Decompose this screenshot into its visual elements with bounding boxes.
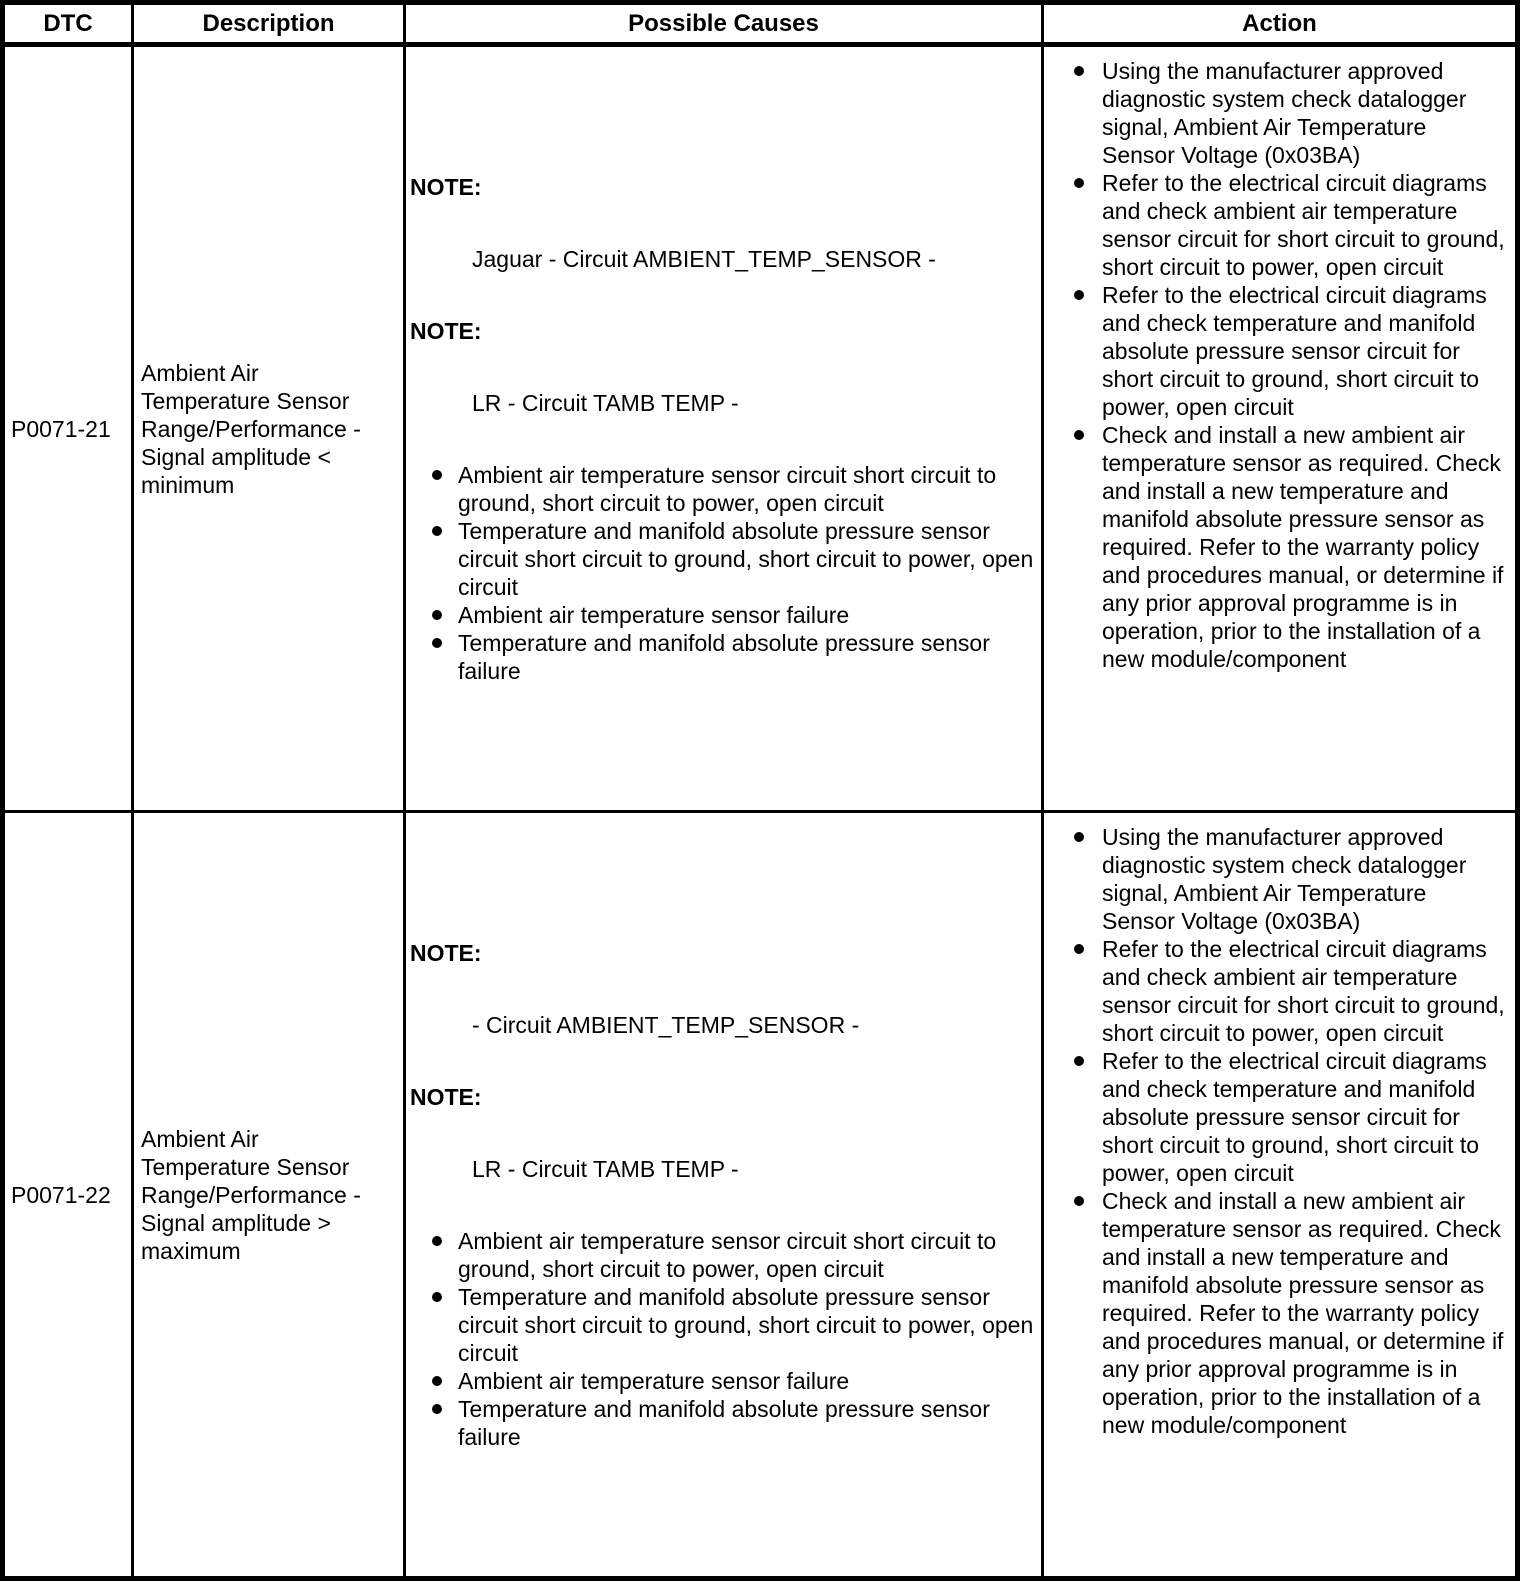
dtc-description: Ambient Air Temperature Sensor Range/Performance - Signal amplitude < minimum — [133, 45, 405, 812]
action-list — [1048, 823, 1505, 1439]
note-label: NOTE: — [410, 939, 482, 966]
action-cell — [1043, 812, 1518, 1579]
dtc-code: P0071-21 — [3, 45, 133, 812]
list-item: Ambient air temperature sensor failure — [410, 601, 1035, 629]
list-item: Using the manufacturer approved diagnostic system check datalogger signal, Ambient Air Temperature Sensor Voltage (0x03BA) — [1048, 57, 1505, 169]
header-action: Action — [1043, 3, 1518, 45]
dtc-description: Ambient Air Temperature Sensor Range/Performance - Signal amplitude > maximum — [133, 812, 405, 1579]
note-text: - Circuit AMBIENT_TEMP_SENSOR - — [472, 1011, 860, 1038]
note-text: Jaguar - Circuit AMBIENT_TEMP_SENSOR - — [472, 245, 936, 272]
note-text: LR - Circuit TAMB TEMP - — [472, 389, 739, 416]
list-item: Check and install a new ambient air temperature sensor as required. Check and install a new temperature and manifold absolute pressure sensor as required. Refer to the warranty policy and procedures manual, or determine if any prior approval programme is in operation, prior to the installation of a new module/component — [1048, 421, 1505, 673]
list-item: Using the manufacturer approved diagnostic system check datalogger signal, Ambient Air Temperature Sensor Voltage (0x03BA) — [1048, 823, 1505, 935]
note-label: NOTE: — [410, 317, 482, 344]
list-item: Refer to the electrical circuit diagrams and check ambient air temperature sensor circuit for short circuit to ground, short circuit to power, open circuit — [1048, 169, 1505, 281]
header-dtc: DTC — [3, 3, 133, 45]
header-row — [3, 3, 1518, 45]
possible-causes-cell — [405, 812, 1043, 1579]
list-item: Check and install a new ambient air temperature sensor as required. Check and install a new temperature and manifold absolute pressure sensor as required. Refer to the warranty policy and procedures manual, or determine if any prior approval programme is in operation, prior to the installation of a new module/component — [1048, 1187, 1505, 1439]
list-item: Ambient air temperature sensor circuit short circuit to ground, short circuit to power, open circuit — [410, 461, 1035, 517]
action-cell — [1043, 45, 1518, 812]
dtc-code: P0071-22 — [3, 812, 133, 1579]
table-header — [3, 3, 1518, 45]
possible-causes-cell — [405, 45, 1043, 812]
list-item: Refer to the electrical circuit diagrams and check temperature and manifold absolute pressure sensor circuit for short circuit to ground, short circuit to power, open circuit — [1048, 281, 1505, 421]
list-item: Refer to the electrical circuit diagrams and check temperature and manifold absolute pressure sensor circuit for short circuit to ground, short circuit to power, open circuit — [1048, 1047, 1505, 1187]
possible-causes-list — [410, 461, 1035, 685]
action-list — [1048, 57, 1505, 673]
list-item: Temperature and manifold absolute pressure sensor circuit short circuit to ground, short circuit to power, open circuit — [410, 1283, 1035, 1367]
list-item: Temperature and manifold absolute pressure sensor circuit short circuit to ground, short circuit to power, open circuit — [410, 517, 1035, 601]
note-label: NOTE: — [410, 1083, 482, 1110]
header-description: Description — [133, 3, 405, 45]
list-item: Temperature and manifold absolute pressure sensor failure — [410, 1395, 1035, 1451]
list-item: Ambient air temperature sensor circuit short circuit to ground, short circuit to power, open circuit — [410, 1227, 1035, 1283]
header-possible-causes: Possible Causes — [405, 3, 1043, 45]
table-row — [3, 45, 1518, 812]
list-item: Refer to the electrical circuit diagrams and check ambient air temperature sensor circuit for short circuit to ground, short circuit to power, open circuit — [1048, 935, 1505, 1047]
table-row — [3, 812, 1518, 1579]
list-item: Temperature and manifold absolute pressure sensor failure — [410, 629, 1035, 685]
possible-causes-list — [410, 1227, 1035, 1451]
note-text: LR - Circuit TAMB TEMP - — [472, 1155, 739, 1182]
list-item: Ambient air temperature sensor failure — [410, 1367, 1035, 1395]
note-label: NOTE: — [410, 173, 482, 200]
